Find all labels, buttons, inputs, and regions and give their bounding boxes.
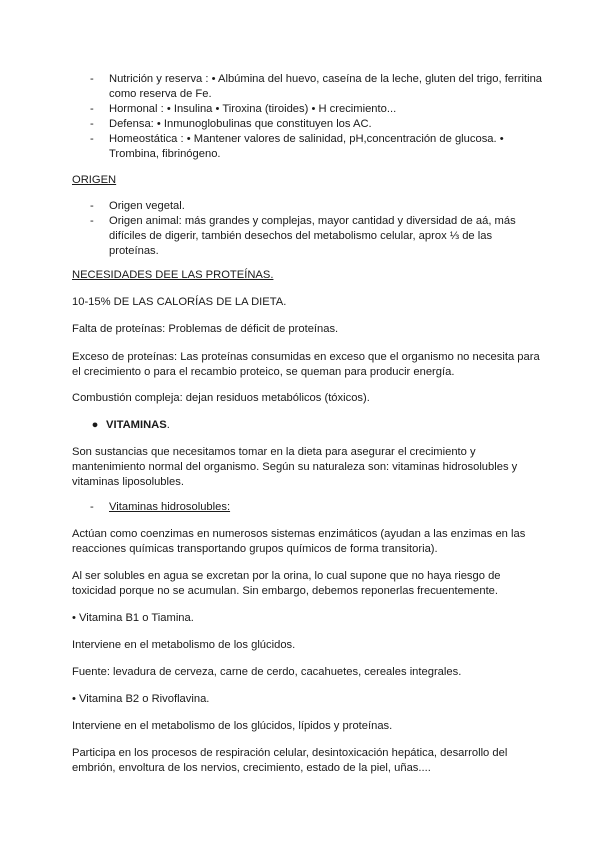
- vitaminas-intro: Son sustancias que necesitamos tomar en la dieta para asegurar el crecimiento y mantenimiento normal del organismo. Según su naturaleza son: vitaminas hidrosolubles y vitaminas liposolubles.: [72, 446, 518, 488]
- list-item: - Hormonal : • Insulina • Tiroxina (tiroides) • H crecimiento...: [72, 102, 542, 117]
- b2-title: • Vitamina B2 o Rivoflavina.: [72, 693, 210, 705]
- b2-desc: Interviene en el metabolismo de los glúcidos, lípidos y proteínas.: [72, 720, 393, 732]
- origen-heading: ORIGEN: [72, 174, 117, 186]
- list-item: - Defensa: • Inmunoglobulinas que constituyen los AC.: [72, 117, 542, 132]
- vitaminas-heading: VITAMINAS: [106, 419, 167, 431]
- functions-list: [72, 72, 542, 162]
- falta-text: Falta de proteínas: Problemas de déficit de proteínas.: [72, 323, 339, 335]
- b1-fuente: Fuente: levadura de cerveza, carne de cerdo, cacahuetes, cereales integrales.: [72, 666, 462, 678]
- list-item: [72, 500, 542, 515]
- bullet-icon: ●: [91, 419, 99, 431]
- b1-title: • Vitamina B1 o Tiamina.: [72, 612, 194, 624]
- origen-list: [72, 199, 542, 259]
- vitaminas-heading-line: [72, 418, 542, 433]
- combustion-text: Combustión compleja: dejan residuos metabólicos (tóxicos).: [72, 392, 370, 404]
- list-item: - Nutrición y reserva : • Albúmina del huevo, caseína de la leche, gluten del trigo, ferritina como reserva de Fe.: [72, 72, 542, 102]
- necesidades-heading: NECESIDADES DEE LAS PROTEÍNAS.: [72, 269, 274, 281]
- hidro-p1: Actúan como coenzimas en numerosos sistemas enzimáticos (ayudan a las enzimas en las reacciones químicas transportando grupos químicos de forma transitoria).: [72, 528, 526, 555]
- b2-participa: Participa en los procesos de respiración celular, desintoxicación hepática, desarrollo del embrión, envoltura de los nervios, crecimiento, estado de la piel, uñas....: [72, 747, 508, 774]
- hidro-heading: Vitaminas hidrosolubles:: [109, 501, 231, 513]
- list-item: - Origen animal: más grandes y complejas, mayor cantidad y diversidad de aá, más difíciles de digerir, también desechos del metabolismo celular, aprox ⅓ de las proteínas.: [72, 214, 542, 259]
- hidro-p2: Al ser solubles en agua se excretan por la orina, lo cual supone que no haya riesgo de toxicidad porque no se acumulan. Sin embargo, debemos reponerlas frecuentemente.: [72, 570, 501, 597]
- calorias-text: 10-15% DE LAS CALORÍAS DE LA DIETA.: [72, 296, 287, 308]
- vitaminas-heading-tail: .: [166, 419, 170, 431]
- hidro-list: [72, 500, 542, 515]
- exceso-text: Exceso de proteínas: Las proteínas consumidas en exceso que el organismo no necesita para el crecimiento o para el recambio proteico, se queman para producir energía.: [72, 351, 540, 378]
- b1-desc: Interviene en el metabolismo de los glúcidos.: [72, 639, 296, 651]
- list-item: - Homeostática : • Mantener valores de salinidad, pH,concentración de glucosa. • Trombina, fibrinógeno.: [72, 132, 542, 162]
- list-item: - Origen vegetal.: [72, 199, 542, 214]
